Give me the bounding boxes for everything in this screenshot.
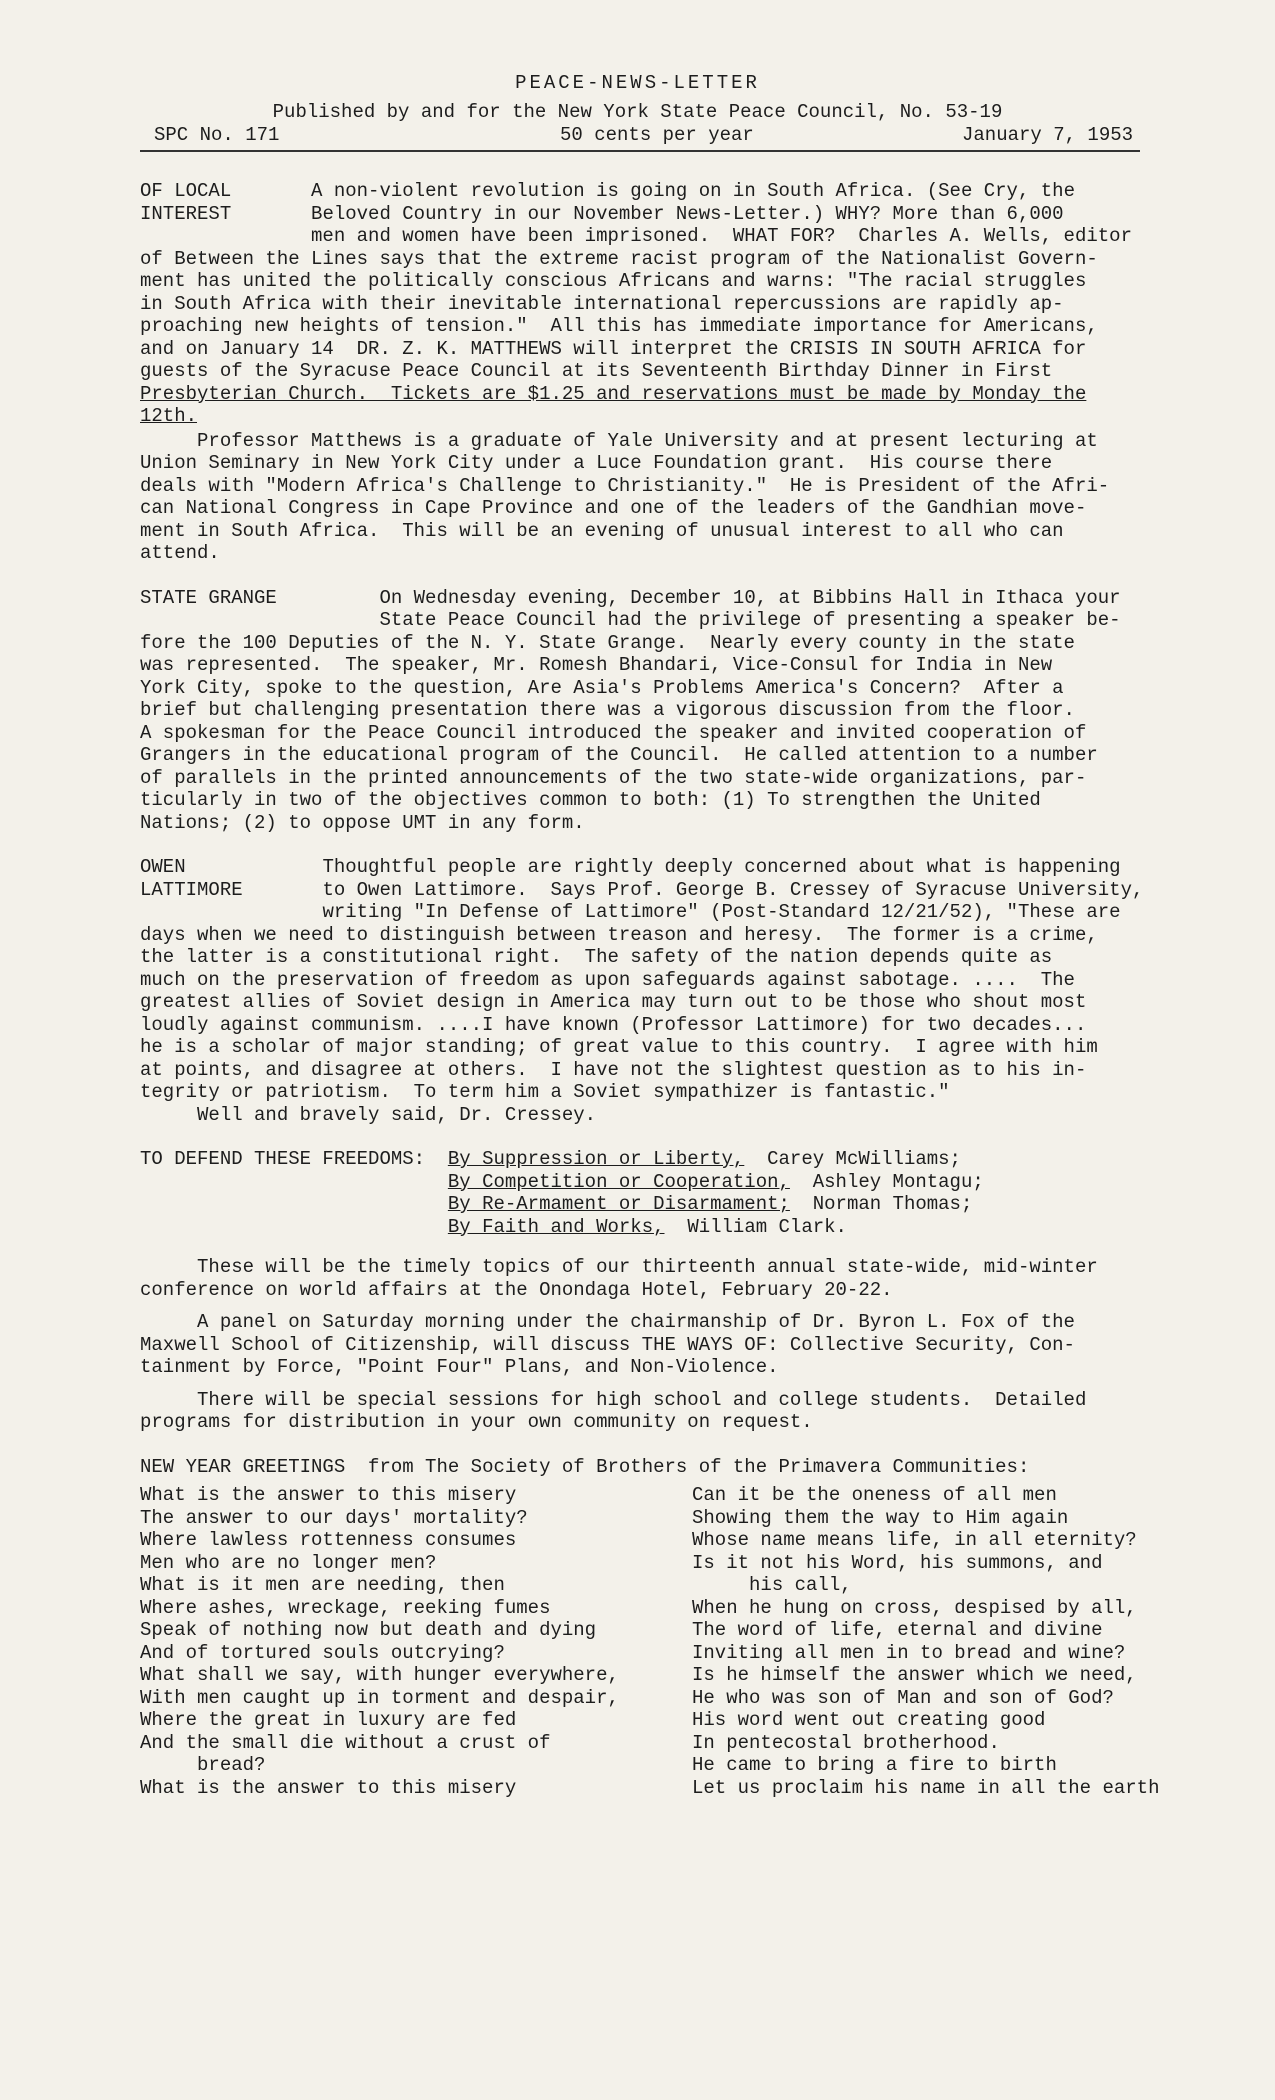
text-line: OWEN Thoughtful people are rightly deeply concerned about what is happening: [140, 856, 1121, 878]
section-defend-freedoms: [140, 1148, 1180, 1434]
poem-line: Where the great in luxury are fed: [140, 1709, 517, 1731]
poem-line: The word of life, eternal and divine: [692, 1619, 1103, 1641]
topic-speaker: William Clark.: [687, 1215, 847, 1238]
poem-line: He came to bring a fire to birth: [692, 1754, 1057, 1776]
poem-line: Is it not his Word, his summons, and: [692, 1551, 1103, 1574]
poem-line: his call,: [692, 1574, 852, 1596]
section-heading: LATTIMORE: [140, 878, 243, 901]
poem-line: What is it men are needing, then: [140, 1574, 505, 1596]
text-line: much on the preservation of freedom as upon safeguards against sabotage. .... The: [140, 968, 1075, 991]
poem-line: Where lawless rottenness consumes: [140, 1529, 517, 1551]
text-line: State Peace Council had the privilege of presenting a speaker be-: [379, 609, 1121, 631]
text-line: These will be the timely topics of our thirteenth annual state-wide, mid-winter: [140, 1256, 1098, 1278]
section-heading: TO DEFEND THESE FREEDOMS:: [140, 1148, 426, 1170]
poem-line: Speak of nothing now but death and dying: [140, 1619, 597, 1641]
text-line: can National Congress in Cape Province and one of the leaders of the Gandhian move-: [140, 497, 1087, 519]
text-line: OF LOCAL A non-violent revolution is going on in South Africa. (See Cry, the: [140, 180, 1075, 202]
text-line: York City, spoke to the question, Are Asia's Problems America's Concern? After a: [140, 676, 1064, 699]
poem-line: And of tortured souls outcrying?: [140, 1641, 505, 1664]
poem-line: In pentecostal brotherhood.: [692, 1731, 1000, 1754]
text-line: and on January 14 DR. Z. K. MATTHEWS will interpret the CRISIS IN SOUTH AFRICA for: [140, 337, 1087, 360]
issue-date: January 7, 1953: [962, 124, 1134, 146]
poem-line: Can it be the oneness of all men: [692, 1484, 1057, 1506]
subscription-price: 50 cents per year: [560, 124, 754, 146]
text-line: fore the 100 Deputies of the N. Y. State Grange. Nearly every county in the state: [140, 631, 1075, 654]
text-line: ment in South Africa. This will be an evening of unusual interest to all who can: [140, 519, 1064, 542]
poem-columns: [140, 1484, 1180, 1844]
poem-line: bread?: [140, 1754, 266, 1776]
text-line: ticularly in two of the objectives common to both: (1) To strengthen the United: [140, 789, 1041, 811]
poem-line: His word went out creating good: [692, 1709, 1046, 1731]
topic-speaker: Norman Thomas;: [812, 1193, 973, 1215]
text-line: Nations; (2) to oppose UMT in any form.: [140, 811, 585, 834]
text-line: STATE GRANGE On Wednesday evening, December 10, at Bibbins Hall in Ithaca your: [140, 586, 1121, 609]
text-line: tegrity or patriotism. To term him a Soviet sympathizer is fantastic.": [140, 1081, 950, 1103]
section-state-grange: [140, 587, 1180, 835]
text-line: conference on world affairs at the Onondaga Hotel, February 20-22.: [140, 1278, 893, 1301]
header-rule: [140, 150, 1140, 152]
poem-line: The answer to our days' mortality?: [140, 1506, 528, 1529]
text-line: 12th.: [140, 405, 198, 427]
text-line: greatest allies of Soviet design in America may turn out to be those who shout most: [140, 991, 1087, 1013]
topic-line: [140, 1216, 1180, 1239]
poem-line: Men who are no longer men?: [140, 1551, 437, 1574]
text-line: he is a scholar of major standing; of great value to this country. I agree with him: [140, 1036, 1098, 1058]
section-heading: INTEREST: [140, 202, 232, 225]
text-line: men and women have been imprisoned. WHAT FOR? Charles A. Wells, editor: [311, 225, 1132, 247]
text-line: guests of the Syracuse Peace Council at its Seventeenth Birthday Dinner in First: [140, 360, 1053, 382]
text-line: Presbyterian Church. Tickets are $1.25 and reservations must be made by Monday the: [140, 382, 1087, 405]
text-line: tainment by Force, "Point Four" Plans, and Non-Violence.: [140, 1356, 779, 1378]
text-line: in South Africa with their inevitable international repercussions are rapidly ap-: [140, 292, 1064, 315]
topic-title: By Competition or Cooperation,: [447, 1170, 790, 1193]
poem-line: With men caught up in torment and despair,: [140, 1686, 619, 1709]
topic-title: By Suppression or Liberty,: [447, 1148, 745, 1170]
text-line: A panel on Saturday morning under the chairmanship of Dr. Byron L. Fox of the: [140, 1311, 1075, 1333]
text-line: days when we need to distinguish between treason and heresy. The former is a crime,: [140, 923, 1098, 946]
newsletter-title: PEACE-NEWS-LETTER: [515, 72, 760, 94]
poem-line: Whose name means life, in all eternity?: [692, 1529, 1137, 1551]
topic-line: [140, 1171, 1180, 1194]
newsletter-body: [140, 180, 1180, 1844]
newsletter-subtitle: Published by and for the New York State Peace Council, No. 53-19: [272, 101, 1003, 123]
text-line: Professor Matthews is a graduate of Yale University and at present lecturing at: [140, 429, 1098, 452]
text-line: deals with "Modern Africa's Challenge to Christianity." He is President of the Afri-: [140, 474, 1110, 497]
poem-line: Inviting all men in to bread and wine?: [692, 1641, 1126, 1664]
spc-number: SPC No. 171: [154, 124, 280, 146]
text-line: Union Seminary in New York City under a Luce Foundation grant. His course there: [140, 452, 1053, 474]
text-line: loudly against communism. ....I have known (Professor Lattimore) for two decades...: [140, 1013, 1087, 1036]
poem-left-column: [140, 1484, 619, 1799]
section-owen-lattimore: [140, 856, 1180, 1126]
text-line: A spokesman for the Peace Council introduced the speaker and invited cooperation of: [140, 721, 1087, 744]
poem-right-column: [692, 1484, 1159, 1799]
poem-line: What is the answer to this misery: [140, 1776, 517, 1799]
text-line: LATTIMORE to Owen Lattimore. Says Prof. George B. Cressey of Syracuse University,: [140, 878, 1144, 901]
poem-line: Showing them the way to Him again: [692, 1506, 1069, 1529]
section-local-interest: [140, 180, 1180, 565]
topic-line: [140, 1193, 1180, 1216]
poem-line: What shall we say, with hunger everywhere,: [140, 1664, 619, 1686]
topic-speaker: Ashley Montagu;: [812, 1170, 984, 1193]
text-line: Grangers in the educational program of the Council. He called attention to a number: [140, 744, 1098, 766]
text-line: of Between the Lines says that the extreme racist program of the Nationalist Govern-: [140, 247, 1098, 270]
poem-line: Is he himself the answer which we need,: [692, 1664, 1137, 1686]
text-line: was represented. The speaker, Mr. Romesh Bhandari, Vice-Consul for India in New: [140, 654, 1053, 676]
poem-line: Let us proclaim his name in all the earth: [692, 1776, 1160, 1799]
topic-speaker: Carey McWilliams;: [767, 1148, 961, 1170]
text-line: attend.: [140, 542, 220, 564]
text-line: Well and bravely said, Dr. Cressey.: [140, 1103, 597, 1126]
text-line: ment has united the politically conscious Africans and warns: "The racial struggles: [140, 270, 1087, 292]
text-line: proaching new heights of tension." All this has immediate importance for Americans,: [140, 315, 1098, 337]
poem-line: And the small die without a crust of: [140, 1731, 551, 1754]
text-line: brief but challenging presentation there was a vigorous discussion from the floor.: [140, 699, 1075, 721]
text-line: There will be special sessions for high school and college students. Detailed: [140, 1388, 1087, 1411]
section-new-year-greetings: [140, 1456, 1180, 1845]
topic-line: [140, 1148, 1180, 1171]
section-heading: STATE GRANGE: [140, 586, 277, 609]
poem-line: Where ashes, wreckage, reeking fumes: [140, 1596, 551, 1619]
text-line: writing "In Defense of Lattimore" (Post-Standard 12/21/52), "These are: [322, 901, 1121, 923]
text-line: Maxwell School of Citizenship, will discuss THE WAYS OF: Collective Security, Con-: [140, 1333, 1075, 1356]
section-heading: OWEN: [140, 856, 186, 878]
poem-line: When he hung on cross, despised by all,: [692, 1596, 1137, 1619]
poem-line: What is the answer to this misery: [140, 1484, 517, 1506]
poem-line: He who was son of Man and son of God?: [692, 1686, 1114, 1709]
text-line: INTEREST Beloved Country in our November News-Letter.) WHY? More than 6,000: [140, 202, 1064, 225]
section-heading: OF LOCAL: [140, 180, 232, 202]
text-line: at points, and disagree at others. I have not the slightest question as to his in-: [140, 1058, 1087, 1081]
section-heading: NEW YEAR GREETINGS: [140, 1455, 346, 1478]
topic-title: By Re-Armament or Disarmament;: [447, 1193, 790, 1215]
topic-title: By Faith and Works,: [447, 1215, 665, 1238]
text-line: NEW YEAR GREETINGS from The Society of Brothers of the Primavera Communities:: [140, 1455, 1030, 1478]
text-line: programs for distribution in your own community on request.: [140, 1411, 813, 1433]
text-line: the latter is a constitutional right. The safety of the nation depends quite as: [140, 946, 1053, 968]
text-line: of parallels in the printed announcements of the two state-wide organizations, par-: [140, 766, 1087, 789]
